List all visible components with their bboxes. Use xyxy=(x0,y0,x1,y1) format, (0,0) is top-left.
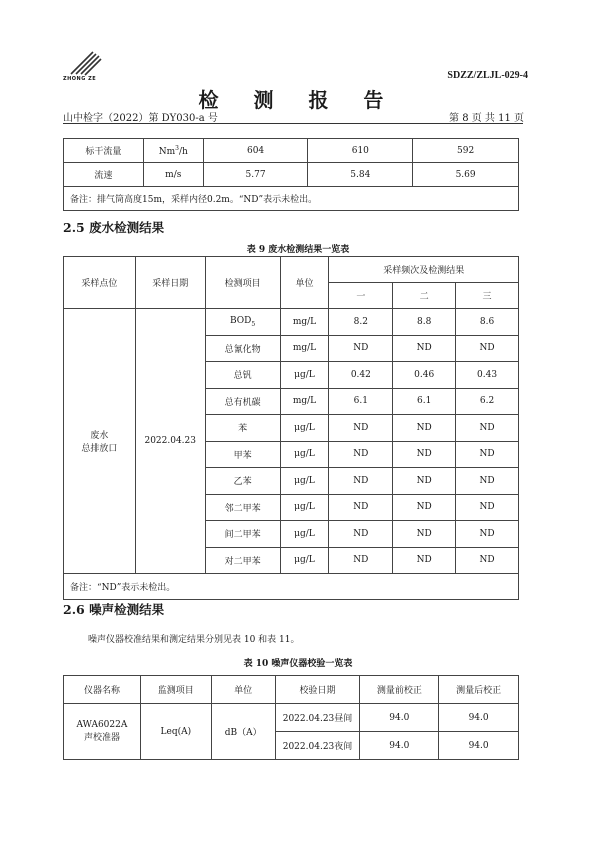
table-row xyxy=(64,704,519,732)
cell-item: $BOD_5$ xyxy=(205,309,280,336)
cell-value: ND xyxy=(329,521,393,548)
cell-unit: μg/L xyxy=(280,362,329,389)
cell-unit: mg/L xyxy=(280,309,329,336)
cell-value: 6.2 xyxy=(456,388,519,415)
noise-calibration-table xyxy=(63,675,519,760)
table-note: 备注：排气筒高度15m，采样内径0.2m。“ND”表示未检出。 xyxy=(64,187,519,211)
cell-value: 5.84 xyxy=(308,163,413,187)
header-after: 测量后校正 xyxy=(439,676,519,704)
cell-item: 流速 xyxy=(64,163,144,187)
cell-item: 间二甲苯 xyxy=(205,521,280,548)
header-unit: 单位 xyxy=(211,676,275,704)
header-rule xyxy=(63,123,523,124)
cell-value: ND xyxy=(393,335,456,362)
cell-unit: μg/L xyxy=(280,494,329,521)
cell-value: 6.1 xyxy=(329,388,393,415)
table-header-row xyxy=(64,676,519,704)
cell-value: 94.0 xyxy=(360,704,439,732)
cell-value: ND xyxy=(393,547,456,574)
cell-value: ND xyxy=(456,468,519,495)
cell-unit: mg/L xyxy=(280,388,329,415)
cell-item: 乙苯 xyxy=(205,468,280,495)
section-heading-2-6: 2.6 噪声检测结果 xyxy=(63,602,165,617)
instrument-line1: AWA6022A xyxy=(76,720,128,730)
cell-item: 苯 xyxy=(205,415,280,442)
header-before: 测量前校正 xyxy=(360,676,439,704)
section-paragraph: 噪声仪器校准结果和测定结果分别见表 10 和表 11。 xyxy=(88,635,300,645)
section-heading-2-5: 2.5 废水检测结果 xyxy=(63,220,165,235)
cell-value: ND xyxy=(456,494,519,521)
cell-unit: μg/L xyxy=(280,415,329,442)
cell-value: 94.0 xyxy=(439,704,519,732)
gas-table xyxy=(63,138,519,211)
cell-date: 2022.04.23昼间 xyxy=(275,704,360,732)
report-number: 山中检字（2022）第 DY030-a 号 xyxy=(63,113,218,124)
unit: dB（A） xyxy=(211,704,275,760)
cell-value: ND xyxy=(329,494,393,521)
header-n2: 二 xyxy=(393,283,456,309)
cell-date: 2022.04.23夜间 xyxy=(275,732,360,760)
header-date: 校验日期 xyxy=(275,676,360,704)
document-number: SDZZ/ZLJL-029-4 xyxy=(447,70,528,81)
table-note-row xyxy=(64,574,519,600)
cell-value: 8.6 xyxy=(456,309,519,336)
header-point: 采样点位 xyxy=(64,257,136,309)
cell-item: 邻二甲苯 xyxy=(205,494,280,521)
sampling-point xyxy=(64,309,136,574)
cell-value: 94.0 xyxy=(439,732,519,760)
page-info: 第 8 页 共 11 页 xyxy=(449,113,524,124)
cell-value: 8.2 xyxy=(329,309,393,336)
header-n1: 一 xyxy=(329,283,393,309)
cell-value: 5.77 xyxy=(203,163,308,187)
cell-value: ND xyxy=(456,521,519,548)
cell-value: 610 xyxy=(308,139,413,163)
cell-value: ND xyxy=(456,415,519,442)
cell-value: ND xyxy=(456,547,519,574)
cell-unit: μg/L xyxy=(280,547,329,574)
cell-unit: μg/L xyxy=(280,441,329,468)
table-note: 备注：“ND”表示未检出。 xyxy=(64,574,519,600)
cell-value: ND xyxy=(456,335,519,362)
cell-value: 0.46 xyxy=(393,362,456,389)
header-unit: 单位 xyxy=(280,257,329,309)
cell-value: ND xyxy=(393,521,456,548)
cell-unit: mg/L xyxy=(280,335,329,362)
cell-item: 对二甲苯 xyxy=(205,547,280,574)
cell-unit: Nm$^3$/h xyxy=(143,139,203,163)
header-n3: 三 xyxy=(456,283,519,309)
header-instrument: 仪器名称 xyxy=(64,676,141,704)
table-10-caption: 表 10 噪声仪器校验一览表 xyxy=(243,659,353,669)
cell-value: ND xyxy=(329,441,393,468)
cell-value: 0.43 xyxy=(456,362,519,389)
cell-value: ND xyxy=(329,335,393,362)
header-item: 检测项目 xyxy=(205,257,280,309)
wastewater-table xyxy=(63,256,519,600)
cell-unit: μg/L xyxy=(280,521,329,548)
monitoring-project: Leq(A) xyxy=(140,704,211,760)
cell-value: ND xyxy=(393,494,456,521)
cell-item: 标干流量 xyxy=(64,139,144,163)
table-row xyxy=(64,139,519,163)
table-note-row xyxy=(64,187,519,211)
cell-value: 94.0 xyxy=(360,732,439,760)
cell-item: 总钒 xyxy=(205,362,280,389)
table-row xyxy=(64,163,519,187)
cell-item: 甲苯 xyxy=(205,441,280,468)
table-9-caption: 表 9 废水检测结果一览表 xyxy=(246,245,350,255)
header-date: 采样日期 xyxy=(135,257,205,309)
header-project: 监测项目 xyxy=(140,676,211,704)
cell-value: ND xyxy=(393,468,456,495)
cell-item: 总氰化物 xyxy=(205,335,280,362)
logo-text: ZHONG ZE xyxy=(63,76,97,82)
cell-value: ND xyxy=(456,441,519,468)
cell-value: 592 xyxy=(413,139,519,163)
table-row xyxy=(64,309,519,336)
sampling-date: 2022.04.23 xyxy=(135,309,205,574)
cell-value: ND xyxy=(393,441,456,468)
cell-value: 8.8 xyxy=(393,309,456,336)
cell-unit: m/s xyxy=(143,163,203,187)
instrument-line2: 声校准器 xyxy=(83,733,120,743)
cell-value: 0.42 xyxy=(329,362,393,389)
instrument-name xyxy=(64,704,141,760)
sampling-point-line2: 总排放口 xyxy=(81,444,118,454)
cell-value: ND xyxy=(329,468,393,495)
sampling-point-line1: 废水 xyxy=(90,431,109,441)
table-header-row xyxy=(64,257,519,283)
cell-value: 5.69 xyxy=(413,163,519,187)
cell-value: ND xyxy=(329,547,393,574)
cell-value: 6.1 xyxy=(393,388,456,415)
cell-value: 604 xyxy=(203,139,308,163)
cell-item: 总有机碳 xyxy=(205,388,280,415)
header-frequency: 采样频次及检测结果 xyxy=(329,257,519,283)
page-title: 检 测 报 告 xyxy=(198,88,398,112)
cell-value: ND xyxy=(393,415,456,442)
cell-unit: μg/L xyxy=(280,468,329,495)
cell-value: ND xyxy=(329,415,393,442)
